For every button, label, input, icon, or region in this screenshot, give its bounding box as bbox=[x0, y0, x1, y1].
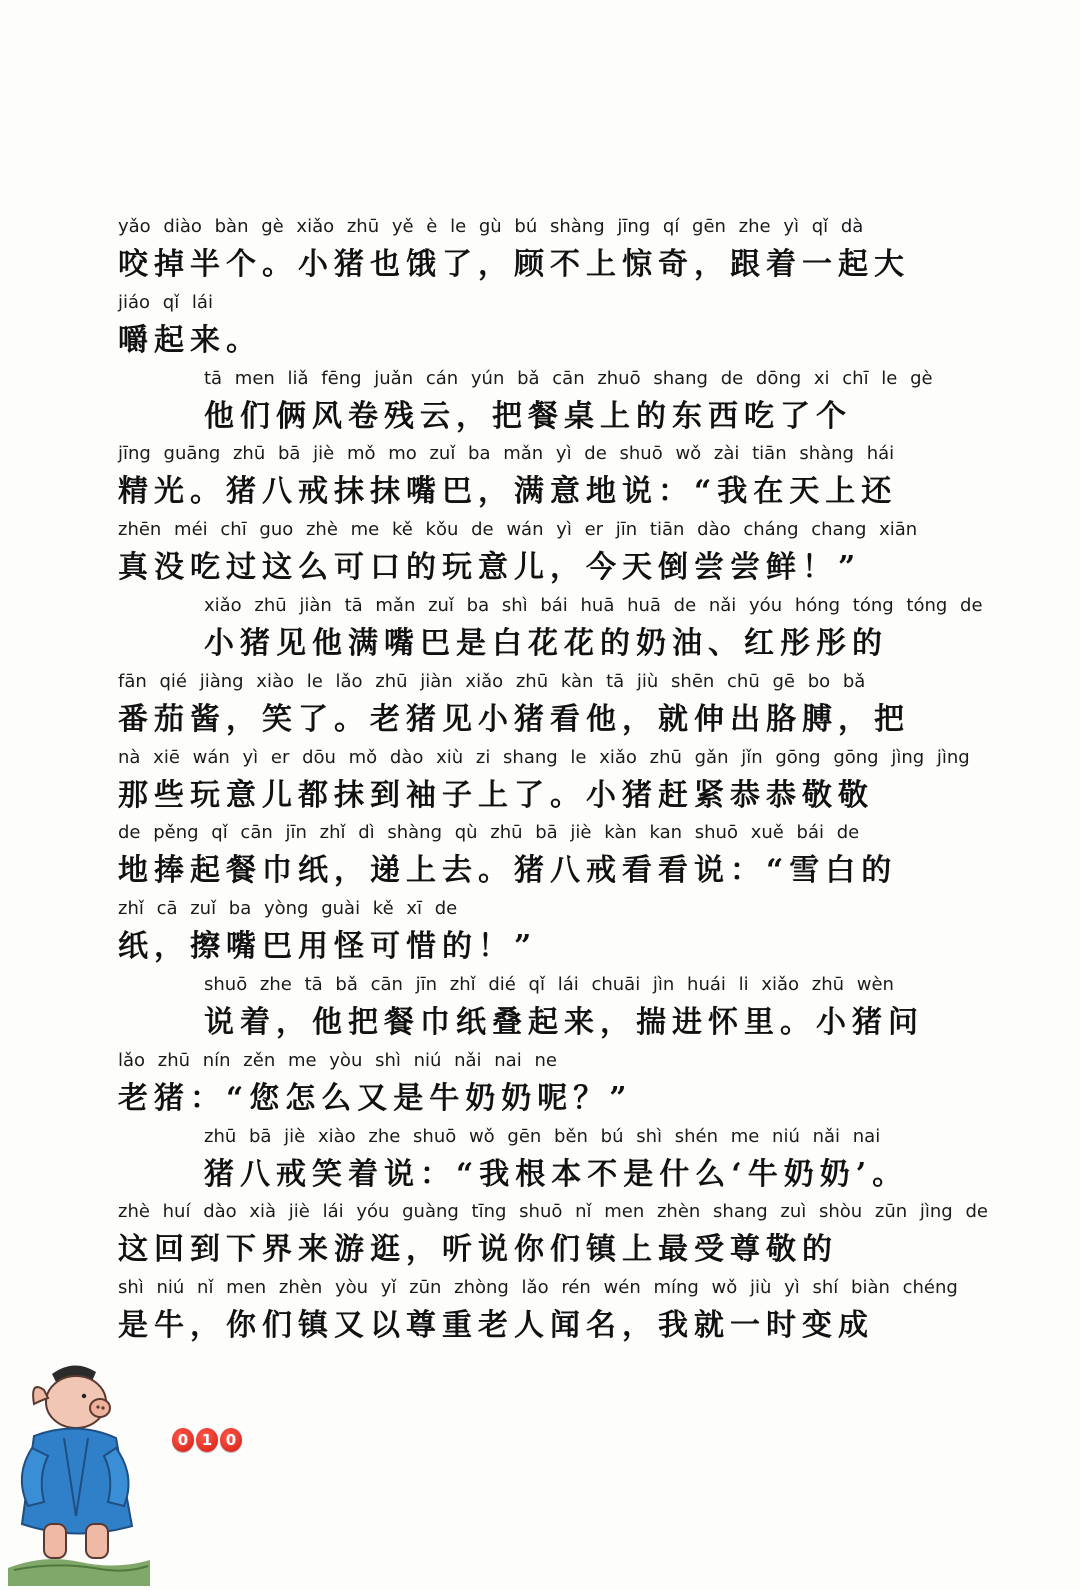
pinyin-row: zhǐ cā zuǐ ba yòng guài kě xī de bbox=[118, 898, 458, 920]
hanzi-row: 老猪：“您怎么又是牛奶奶呢？” bbox=[118, 1080, 633, 1116]
pinyin-row: jīng guāng zhū bā jiè mǒ mo zuǐ ba mǎn yì de shuō wǒ zài tiān shàng hái bbox=[118, 443, 895, 465]
pinyin-row: shì niú nǐ men zhèn yòu yǐ zūn zhòng lǎo rén wén míng wǒ jiù yì shí biàn chéng bbox=[118, 1277, 958, 1299]
hanzi-row: 纸，擦嘴巴用怪可惜的！” bbox=[118, 929, 538, 965]
hanzi-row: 猪八戒笑着说：“我根本不是什么‘牛奶奶’。 bbox=[204, 1156, 909, 1192]
pinyin-row: de pěng qǐ cān jīn zhǐ dì shàng qù zhū bā jiè kàn kan shuō xuě bái de bbox=[118, 822, 860, 844]
page-number bbox=[172, 1428, 242, 1452]
text-line bbox=[118, 970, 1038, 1046]
pinyin-row: tā men liǎ fēng juǎn cán yún bǎ cān zhuō shang de dōng xi chī le gè bbox=[204, 367, 933, 389]
text-line bbox=[118, 894, 1038, 970]
text-line bbox=[118, 364, 1038, 440]
text-line bbox=[118, 515, 1038, 591]
page-number-digit: 0 bbox=[172, 1428, 194, 1452]
pinyin-row: zhēn méi chī guo zhè me kě kǒu de wán yì er jīn tiān dào cháng chang xiān bbox=[118, 519, 918, 541]
zhu-bajie-pig-illustration bbox=[4, 1356, 154, 1586]
page-number-digit: 1 bbox=[196, 1428, 218, 1452]
hanzi-row: 小猪见他满嘴巴是白花花的奶油、红彤彤的 bbox=[204, 625, 888, 661]
text-line bbox=[118, 1122, 1038, 1198]
pinyin-row: yǎo diào bàn gè xiǎo zhū yě è le gù bú shàng jīng qí gēn zhe yì qǐ dà bbox=[118, 216, 864, 237]
story-text bbox=[118, 212, 1038, 1349]
hanzi-row: 咬掉半个。小猪也饿了，顾不上惊奇，跟着一起大 bbox=[118, 247, 910, 282]
hanzi-row: 番茄酱，笑了。老猪见小猪看他，就伸出胳膊，把 bbox=[118, 701, 910, 737]
pinyin-row: nà xiē wán yì er dōu mǒ dào xiù zi shang le xiǎo zhū gǎn jǐn gōng gōng jìng jìng bbox=[118, 746, 970, 768]
hanzi-row: 他们俩风卷残云，把餐桌上的东西吃了个 bbox=[204, 398, 852, 434]
text-line bbox=[118, 591, 1038, 667]
pinyin-row: xiǎo zhū jiàn tā mǎn zuǐ ba shì bái huā huā de nǎi yóu hóng tóng tóng de bbox=[204, 594, 983, 616]
text-line bbox=[118, 1197, 1038, 1273]
text-line bbox=[118, 439, 1038, 515]
pinyin-row: zhè huí dào xià jiè lái yóu guàng tīng shuō nǐ men zhèn shang zuì shòu zūn jìng de bbox=[118, 1201, 988, 1223]
pinyin-row: zhū bā jiè xiào zhe shuō wǒ gēn běn bú shì shén me niú nǎi nai bbox=[204, 1125, 881, 1147]
page-number-digit: 0 bbox=[220, 1428, 242, 1452]
text-line bbox=[118, 743, 1038, 819]
hanzi-row: 是牛，你们镇又以尊重老人闻名，我就一时变成 bbox=[118, 1308, 874, 1344]
text-line bbox=[118, 212, 1038, 288]
hanzi-row: 精光。猪八戒抹抹嘴巴，满意地说：“我在天上还 bbox=[118, 474, 898, 510]
text-line bbox=[118, 1273, 1038, 1349]
text-line bbox=[118, 1046, 1038, 1122]
hanzi-row: 真没吃过这么可口的玩意儿，今天倒尝尝鲜！” bbox=[118, 550, 862, 586]
text-line bbox=[118, 667, 1038, 743]
text-line bbox=[118, 288, 1038, 364]
text-line bbox=[118, 818, 1038, 894]
hanzi-row: 那些玩意儿都抹到袖子上了。小猪赶紧恭恭敬敬 bbox=[118, 777, 874, 813]
pinyin-row: lǎo zhū nín zěn me yòu shì niú nǎi nai ne bbox=[118, 1049, 557, 1071]
pinyin-row: fān qié jiàng xiào le lǎo zhū jiàn xiǎo zhū kàn tā jiù shēn chū gē bo bǎ bbox=[118, 670, 866, 692]
pinyin-row: shuō zhe tā bǎ cān jīn zhǐ dié qǐ lái chuāi jìn huái li xiǎo zhū wèn bbox=[204, 973, 894, 995]
pig-character-icon bbox=[4, 1356, 154, 1586]
pinyin-row: jiáo qǐ lái bbox=[118, 291, 213, 313]
hanzi-row: 说着，他把餐巾纸叠起来，揣进怀里。小猪问 bbox=[204, 1004, 924, 1040]
hanzi-row: 这回到下界来游逛，听说你们镇上最受尊敬的 bbox=[118, 1232, 838, 1268]
hanzi-row: 地捧起餐巾纸，递上去。猪八戒看看说：“雪白的 bbox=[118, 853, 898, 889]
hanzi-row: 嚼起来。 bbox=[118, 322, 262, 358]
